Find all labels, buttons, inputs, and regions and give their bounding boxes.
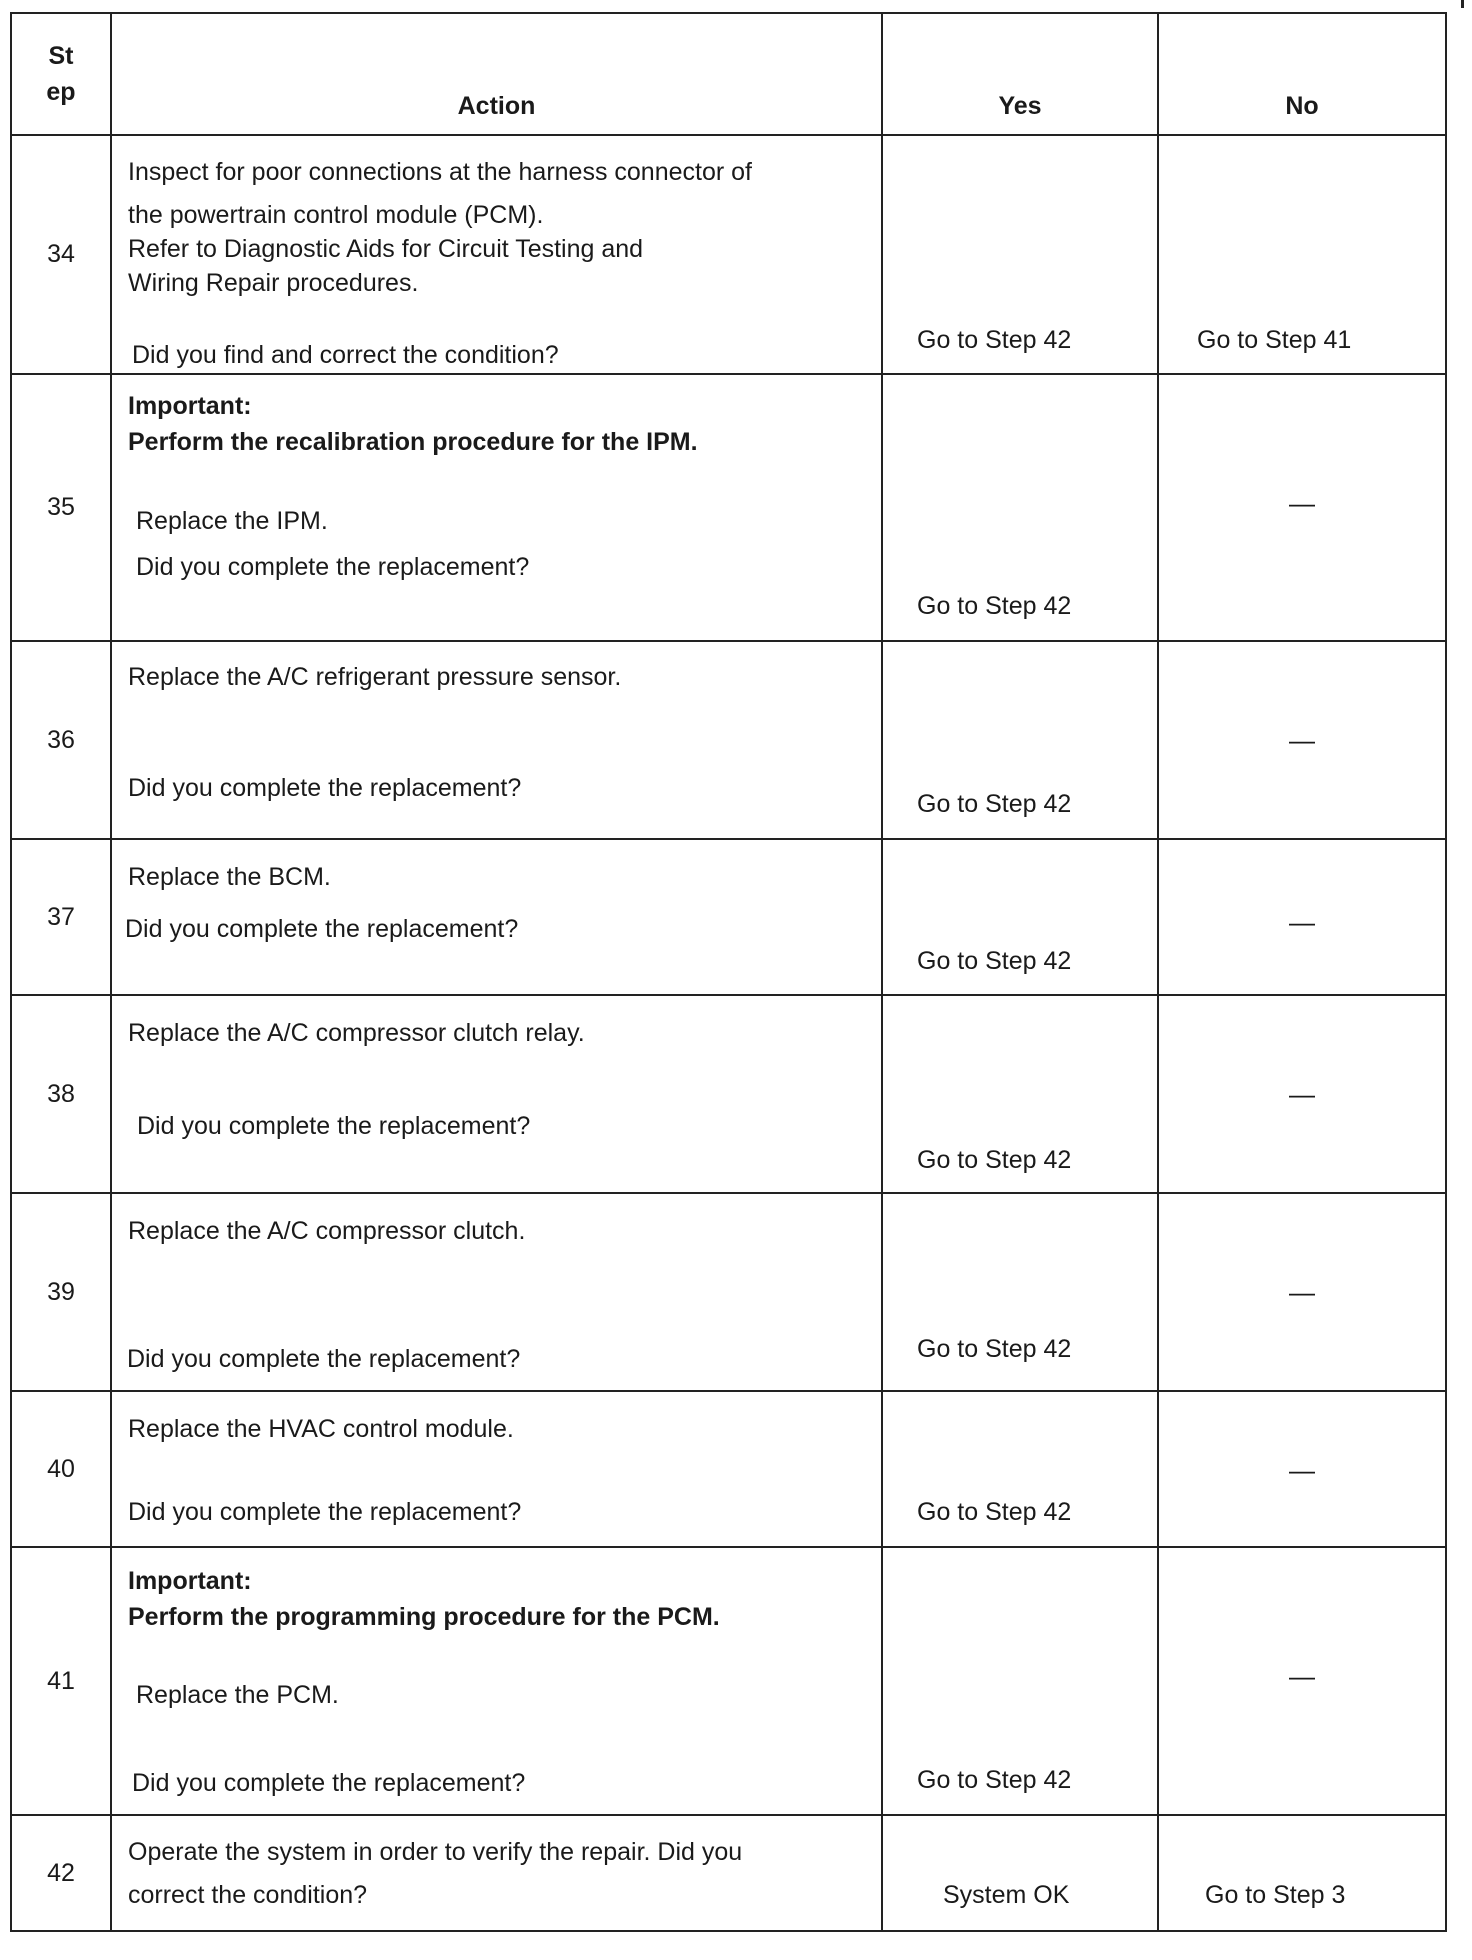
- yes-cell: [882, 1193, 1158, 1391]
- action-line: the powertrain control module (PCM).: [128, 201, 544, 229]
- action-line: correct the condition?: [128, 1881, 368, 1909]
- table-row: [11, 374, 1446, 641]
- action-line: Wiring Repair procedures.: [128, 269, 419, 297]
- table-row: [11, 1193, 1446, 1391]
- no-cell: [1158, 135, 1446, 374]
- yes-cell: [882, 839, 1158, 995]
- step-number: 39: [11, 1193, 111, 1391]
- action-question: Did you complete the replacement?: [127, 1345, 521, 1373]
- action-line: Replace the A/C refrigerant pressure sensor.: [128, 663, 622, 691]
- no-result: Go to Step 41: [1197, 326, 1352, 354]
- step-number: 41: [11, 1547, 111, 1815]
- table-row: [11, 641, 1446, 839]
- action-question: Did you complete the replacement?: [128, 774, 522, 802]
- header-action: Action: [111, 13, 882, 135]
- important-text: Perform the recalibration procedure for the IPM.: [128, 428, 698, 456]
- yes-cell: [882, 1547, 1158, 1815]
- action-line: Refer to Diagnostic Aids for Circuit Testing and: [128, 235, 644, 263]
- action-cell: [111, 1193, 882, 1391]
- header-step-line2: ep: [46, 78, 76, 106]
- action-cell: [111, 374, 882, 641]
- action-line: Replace the HVAC control module.: [128, 1415, 514, 1443]
- step-number: 40: [11, 1391, 111, 1547]
- action-line: Replace the IPM.: [136, 507, 328, 535]
- no-cell: [1158, 839, 1446, 995]
- table-row: [11, 1547, 1446, 1815]
- action-question: Did you complete the replacement?: [125, 915, 519, 943]
- important-text: Perform the programming procedure for the PCM.: [128, 1603, 720, 1631]
- action-cell: [111, 1815, 882, 1931]
- table-row: [11, 1391, 1446, 1547]
- action-cell: [111, 839, 882, 995]
- action-question: Did you complete the replacement?: [136, 553, 530, 581]
- header-yes: Yes: [882, 13, 1158, 135]
- step-number: 42: [11, 1815, 111, 1931]
- action-cell: [111, 641, 882, 839]
- yes-cell: [882, 135, 1158, 374]
- action-question: Did you complete the replacement?: [128, 1498, 522, 1526]
- action-line: Replace the A/C compressor clutch.: [128, 1217, 526, 1245]
- header-row: [11, 13, 1446, 135]
- action-line: Replace the BCM.: [128, 863, 331, 891]
- table-row: [11, 995, 1446, 1193]
- no-dash: —: [1289, 725, 1315, 755]
- header-no: No: [1158, 13, 1446, 135]
- table-row: [11, 839, 1446, 995]
- corner-mark: [1461, 0, 1464, 8]
- no-cell: [1158, 641, 1446, 839]
- action-line: Replace the PCM.: [136, 1681, 339, 1709]
- action-line: Replace the A/C compressor clutch relay.: [128, 1019, 585, 1047]
- action-cell: [111, 1391, 882, 1547]
- no-result: Go to Step 3: [1205, 1881, 1346, 1909]
- yes-cell: [882, 641, 1158, 839]
- yes-result: Go to Step 42: [917, 1335, 1072, 1363]
- step-number: 37: [11, 839, 111, 995]
- yes-result: Go to Step 42: [917, 947, 1072, 975]
- yes-result: Go to Step 42: [917, 1766, 1072, 1794]
- no-cell: [1158, 1815, 1446, 1931]
- yes-cell: [882, 1815, 1158, 1931]
- no-dash: —: [1289, 1661, 1315, 1691]
- action-cell: [111, 135, 882, 374]
- no-cell: [1158, 1193, 1446, 1391]
- no-dash: —: [1289, 1455, 1315, 1485]
- yes-result: Go to Step 42: [917, 1146, 1072, 1174]
- yes-result: Go to Step 42: [917, 592, 1072, 620]
- action-line: Inspect for poor connections at the harness connector of: [128, 158, 752, 186]
- no-dash: —: [1289, 1079, 1315, 1109]
- yes-cell: [882, 995, 1158, 1193]
- step-number: 38: [11, 995, 111, 1193]
- no-dash: —: [1289, 1277, 1315, 1307]
- no-cell: [1158, 1391, 1446, 1547]
- table-row: [11, 1815, 1446, 1931]
- important-label: Important:: [128, 392, 252, 420]
- no-cell: [1158, 374, 1446, 641]
- no-dash: —: [1289, 488, 1315, 518]
- no-cell: [1158, 1547, 1446, 1815]
- header-step-line1: St: [48, 41, 74, 70]
- yes-result: Go to Step 42: [917, 1498, 1072, 1526]
- yes-result: Go to Step 42: [917, 790, 1072, 818]
- action-question: Did you complete the replacement?: [137, 1112, 531, 1140]
- action-cell: [111, 995, 882, 1193]
- table-row: [11, 135, 1446, 374]
- action-cell: [111, 1547, 882, 1815]
- important-label: Important:: [128, 1567, 252, 1595]
- step-number: 36: [11, 641, 111, 839]
- no-cell: [1158, 995, 1446, 1193]
- step-number: 34: [11, 135, 111, 374]
- action-question: Did you complete the replacement?: [132, 1769, 526, 1797]
- yes-cell: [882, 374, 1158, 641]
- header-step: [11, 13, 111, 135]
- no-dash: —: [1289, 907, 1315, 937]
- yes-result: Go to Step 42: [917, 326, 1072, 354]
- action-line: Operate the system in order to verify the repair. Did you: [128, 1838, 743, 1866]
- diagnostic-table: [10, 12, 1447, 1932]
- yes-result: System OK: [943, 1881, 1070, 1909]
- yes-cell: [882, 1391, 1158, 1547]
- step-number: 35: [11, 374, 111, 641]
- action-question: Did you find and correct the condition?: [132, 341, 559, 369]
